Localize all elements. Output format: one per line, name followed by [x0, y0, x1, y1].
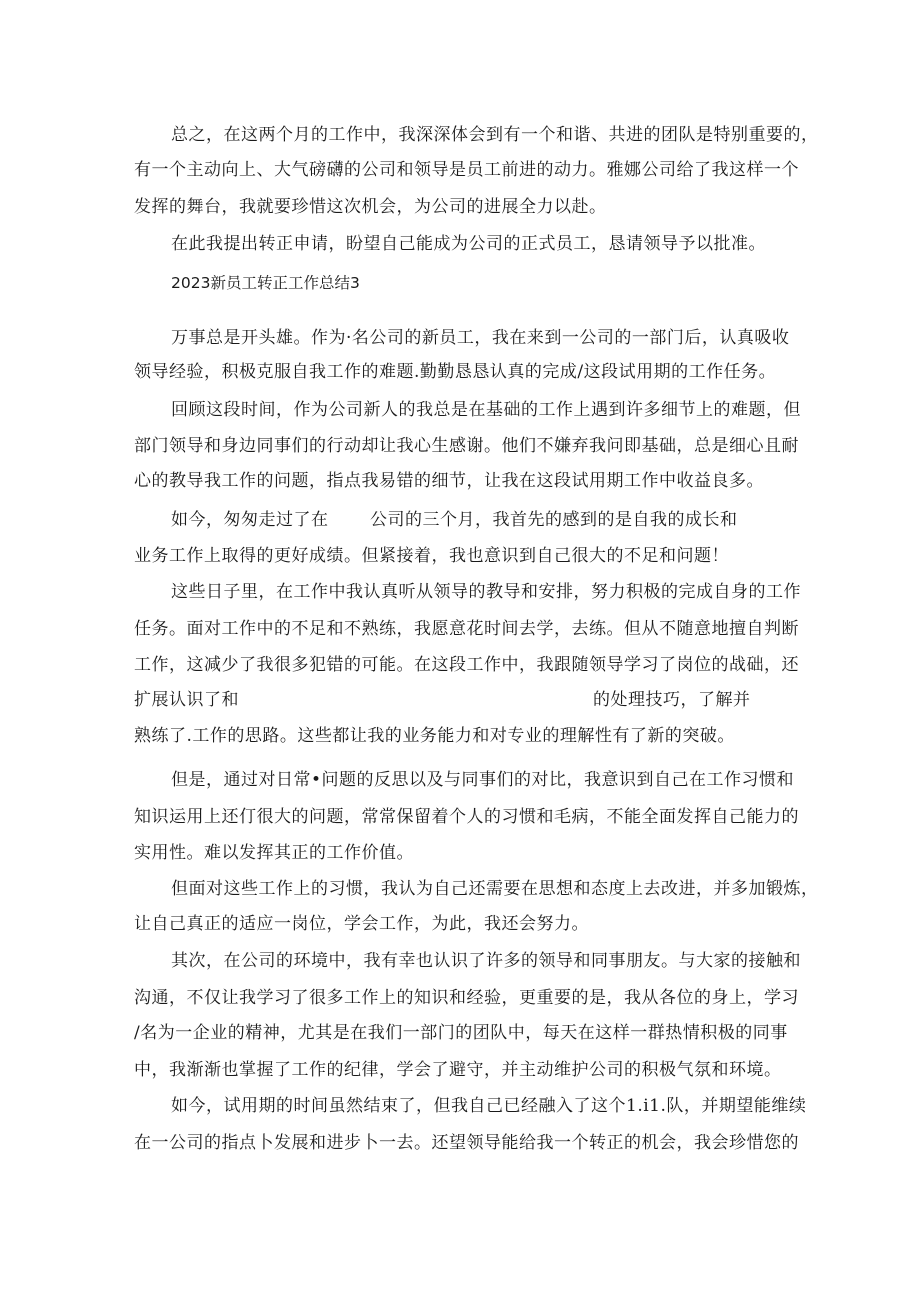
paragraph-line: 万事总是开头雄。作为·名公司的新员工，我在来到一公司的一部门后，认真吸收 — [171, 328, 790, 348]
paragraph-line: 领导经验，积极克服自我工作的难题.勤勤恳恳认真的完成/这段试用期的工作任务。 — [134, 362, 777, 382]
paragraph-line: 沟通，不仅让我学习了很多工作上的知识和经验，更重要的是，我从各位的身上，学习 — [134, 988, 799, 1008]
paragraph-line: 实用性。难以发挥其正的工作价值。 — [134, 843, 414, 863]
paragraph-line-continued: 公司的三个月，我首先的感到的是自我的成长和 — [370, 510, 738, 530]
paragraph-line: 如今，匆匆走过了在 — [171, 510, 329, 530]
paragraph-line: 但面对这些工作上的习惯，我认为自己还需要在思想和态度上去改进，并多加锻炼， — [171, 879, 819, 899]
paragraph-line: 工作，这减少了我很多犯错的可能。在这段工作中，我跟随领导学习了岗位的战础，还 — [134, 655, 799, 675]
paragraph-line: 在一公司的指点卜发展和进步卜一去。还望领导能给我一个转正的机会，我会珍惜您的 — [134, 1133, 799, 1153]
paragraph-line: 发挥的舞台，我就要珍惜这次机会，为公司的进展全力以赴。 — [134, 197, 607, 217]
paragraph-line: 在此我提出转正申请，盼望自己能成为公司的正式员工，恳请领导予以批准。 — [171, 234, 766, 254]
paragraph-line: 如今，试用期的时间虽然结束了，但我自己已经融入了这个1.i1.队，并期望能维续 — [171, 1096, 807, 1116]
paragraph-line: 心的教导我工作的问题，指点我易错的细节，让我在这段试用期工作中收益良多。 — [134, 471, 764, 491]
paragraph-line: /名为一企业的精神，尤其是在我们一部门的团队中，每天在这样一群热情积极的同事 — [134, 1023, 788, 1043]
paragraph-line: 部门领导和身边同事们的行动却让我心生感谢。他们不嫌弃我问即基础，总是细心且耐 — [134, 436, 799, 456]
paragraph-line: 总之，在这两个月的工作中，我深深体会到有一个和谐、共进的团队是特别重要的， — [171, 125, 819, 145]
paragraph-line-continued: 的处理技巧，了解并 — [593, 690, 751, 710]
paragraph-line: 业务工作上取得的更好成绩。但紧接着，我也意识到自己很大的不足和问题！ — [134, 546, 729, 566]
paragraph-line: 回顾这段时间，作为公司新人的我总是在基础的工作上遇到许多细节上的难题，但 — [171, 400, 801, 420]
paragraph-line: 熟练了.工作的思路。这些都让我的业务能力和对专业的理解性有了新的突破。 — [134, 726, 735, 746]
paragraph-line: 其次，在公司的环境中，我有幸也认识了许多的领导和同事朋友。与大家的接触和 — [171, 951, 801, 971]
paragraph-line: 但是，通过对日常•问题的反思以及与同事们的对比，我意识到自己在工作习惯和 — [171, 770, 795, 790]
paragraph-line: 有一个主动向上、大气磅礴的公司和领导是员工前进的动力。雅娜公司给了我这样一个 — [134, 160, 799, 180]
section-heading: 2023新员工转正工作总结3 — [171, 274, 360, 292]
paragraph-line: 任务。面对工作中的不足和不熟练，我愿意花时间去学，去练。但从不随意地擅自判断 — [134, 619, 799, 639]
paragraph-line: 知识运用上还仃很大的问题，常常保留着个人的习惯和毛病，不能全面发挥自己能力的 — [134, 807, 799, 827]
paragraph-line: 扩展认识了和 — [134, 690, 239, 710]
paragraph-line: 中，我渐渐也掌握了工作的纪律，学会了避守，并主动维护公司的积极气氛和环境。 — [134, 1060, 782, 1080]
paragraph-line: 让自己真正的适应一岗位，学会工作，为此，我还会努力。 — [134, 914, 589, 934]
paragraph-line: 这些日子里，在工作中我认真听从领导的教导和安排，努力积极的完成自身的工作 — [171, 582, 801, 602]
